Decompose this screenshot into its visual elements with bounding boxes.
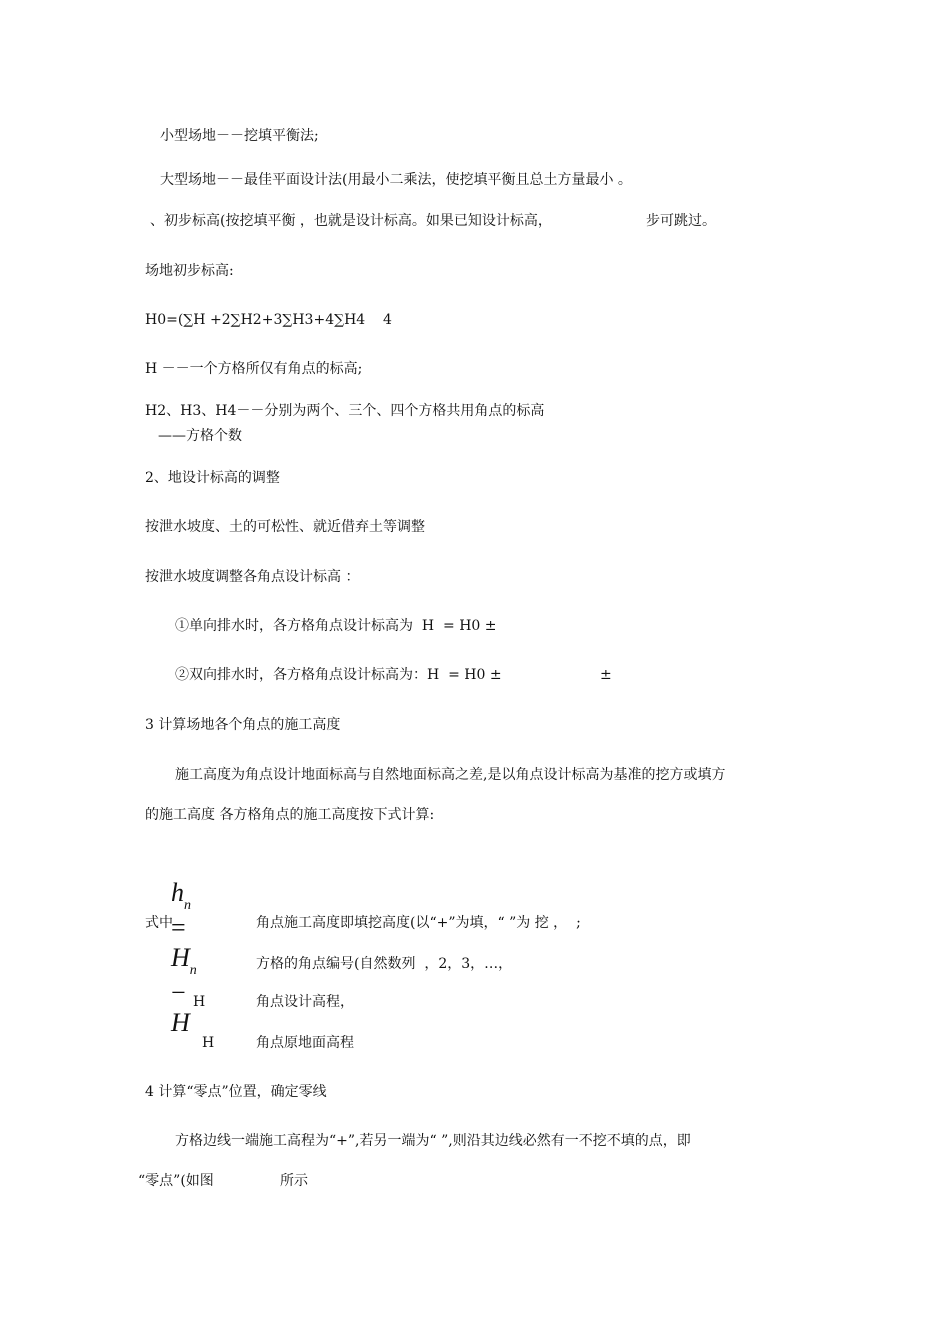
text-line: 式中 <box>145 915 173 931</box>
equation-subscript: n <box>184 898 191 913</box>
text-line: “零点”(如图 <box>138 1173 214 1189</box>
equation-symbol: H <box>171 943 190 972</box>
text-line: H2、H3、H4－－分别为两个、三个、四个方格共用角点的标高 <box>145 403 545 419</box>
text-line: 方格的角点编号(自然数列 ，2，3，…， <box>256 956 513 972</box>
text-line: ①单向排水时，各方格角点设计标高为 H = H0 ± <box>175 618 497 634</box>
text-line: ± <box>600 667 612 683</box>
formula-text: 4 <box>383 312 392 328</box>
formula-text: H0=(∑H +2∑H2+3∑H3+4∑H4 <box>145 312 366 328</box>
text-line: 方格边线一端施工高程为“+”,若另一端为“ ”,则沿其边线必然有一不挖不填的点，即 <box>175 1133 691 1149</box>
text-line: ——方格个数 <box>158 428 242 444</box>
section-heading: 2、地设计标高的调整 <box>145 470 280 486</box>
text-line: ②双向排水时，各方格角点设计标高为：H = H0 ± <box>175 667 502 683</box>
text-line: 步可跳过。 <box>646 213 716 229</box>
text-line: 施工高度为角点设计地面标高与自然地面标高之差,是以角点设计标高为基准的挖方或填方 <box>175 767 726 783</box>
text-line: 所示 <box>280 1173 308 1189</box>
equation-symbol: H <box>171 1008 190 1037</box>
section-heading: 4 计算“零点”位置，确定零线 <box>145 1084 327 1100</box>
text-line: 、初步标高(按挖填平衡 ，也就是设计标高。如果已知设计标高， <box>150 213 552 229</box>
text-line: 小型场地－－挖填平衡法; <box>160 128 319 144</box>
equation-operator: − <box>171 978 186 1007</box>
equation <box>145 848 197 1068</box>
text-line: 角点设计高程， <box>256 994 354 1010</box>
text-line: 大型场地－－最佳平面设计法(用最小二乘法，使挖填平衡且总土方量最小 。 <box>160 172 632 188</box>
text-line: H <box>202 1035 215 1051</box>
text-line: H <box>193 994 206 1010</box>
text-line: 按泄水坡度、土的可松性、就近借弃土等调整 <box>145 519 425 535</box>
equation-operator: = <box>171 913 186 942</box>
text-line: 角点原地面高程 <box>256 1035 354 1051</box>
text-line: 按泄水坡度调整各角点设计标高 ： <box>145 569 360 585</box>
section-heading: 3 计算场地各个角点的施工高度 <box>145 717 341 733</box>
text-line: 场地初步标高: <box>145 263 234 279</box>
equation-symbol: h <box>171 878 184 907</box>
text-line: H －－一个方格所仅有角点的标高; <box>145 361 363 377</box>
text-line: 的施工高度 各方格角点的施工高度按下式计算: <box>145 807 435 823</box>
equation-subscript: n <box>189 963 197 978</box>
text-line: 角点施工高度即填挖高度(以“+”为填，“ ”为 挖 ， ; <box>256 915 581 931</box>
